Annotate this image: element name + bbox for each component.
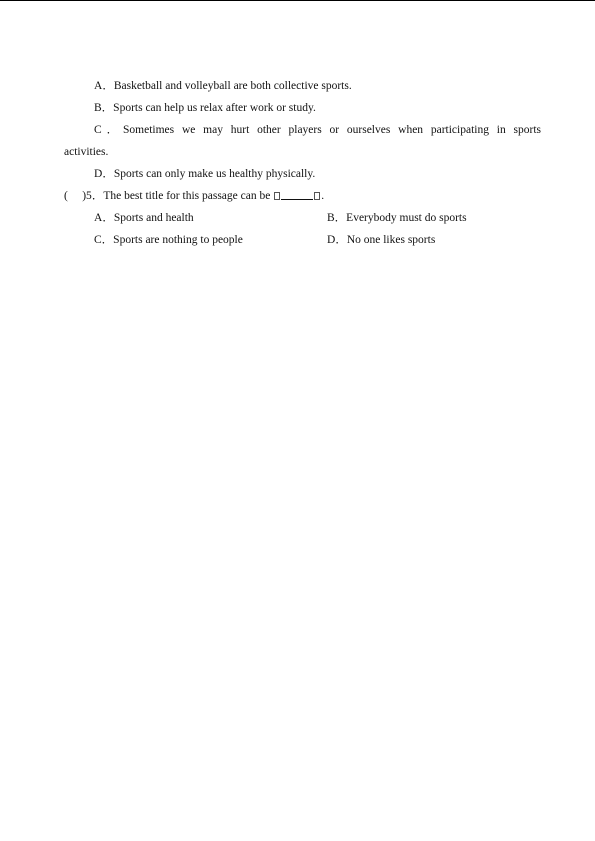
question-stem: The best title for this passage can be xyxy=(103,190,271,202)
answer-blank xyxy=(281,189,313,200)
q5-option-d: D．No one likes sports xyxy=(327,234,436,246)
question-5: ( )5．The best title for this passage can be . xyxy=(64,190,325,202)
option-letter: A xyxy=(94,212,103,224)
option-letter: C xyxy=(94,124,102,136)
option-text: No one likes sports xyxy=(346,234,436,246)
option-a: A．Basketball and volleyball are both collective sports. xyxy=(94,80,352,92)
option-c: C．Sometimes we may hurt other players or ourselves when participating in sports xyxy=(94,124,541,136)
option-letter: B xyxy=(94,102,102,114)
option-text: Basketball and volleyball are both collective sports. xyxy=(113,80,352,92)
option-d: D．Sports can only make us healthy physically. xyxy=(94,168,316,180)
header-rule xyxy=(0,0,595,1)
option-text-continuation: activities. xyxy=(64,146,109,158)
question-end: . xyxy=(321,190,325,202)
option-letter: D xyxy=(327,234,336,246)
option-text: Sports can help us relax after work or study. xyxy=(113,102,316,114)
option-letter: C xyxy=(94,234,102,246)
question-number: )5 xyxy=(82,190,92,202)
option-text: Sports and health xyxy=(113,212,194,224)
answer-paren-open: ( xyxy=(64,190,68,202)
q5-option-c: C．Sports are nothing to people xyxy=(94,234,243,246)
option-letter: D xyxy=(94,168,103,180)
q5-option-b: B．Everybody must do sports xyxy=(327,212,467,224)
option-text: Sports are nothing to people xyxy=(113,234,243,246)
option-letter: B xyxy=(327,212,335,224)
option-c-continuation xyxy=(64,145,108,159)
q5-option-a: A．Sports and health xyxy=(94,212,194,224)
option-text: Sometimes we may hurt other players or ourselves when participating in sports xyxy=(123,124,541,136)
missing-glyph-icon xyxy=(314,192,320,200)
option-b: B．Sports can help us relax after work or study. xyxy=(94,102,316,114)
option-letter: A xyxy=(94,80,103,92)
option-text: Everybody must do sports xyxy=(346,212,467,224)
missing-glyph-icon xyxy=(274,192,280,200)
option-text: Sports can only make us healthy physically. xyxy=(113,168,316,180)
